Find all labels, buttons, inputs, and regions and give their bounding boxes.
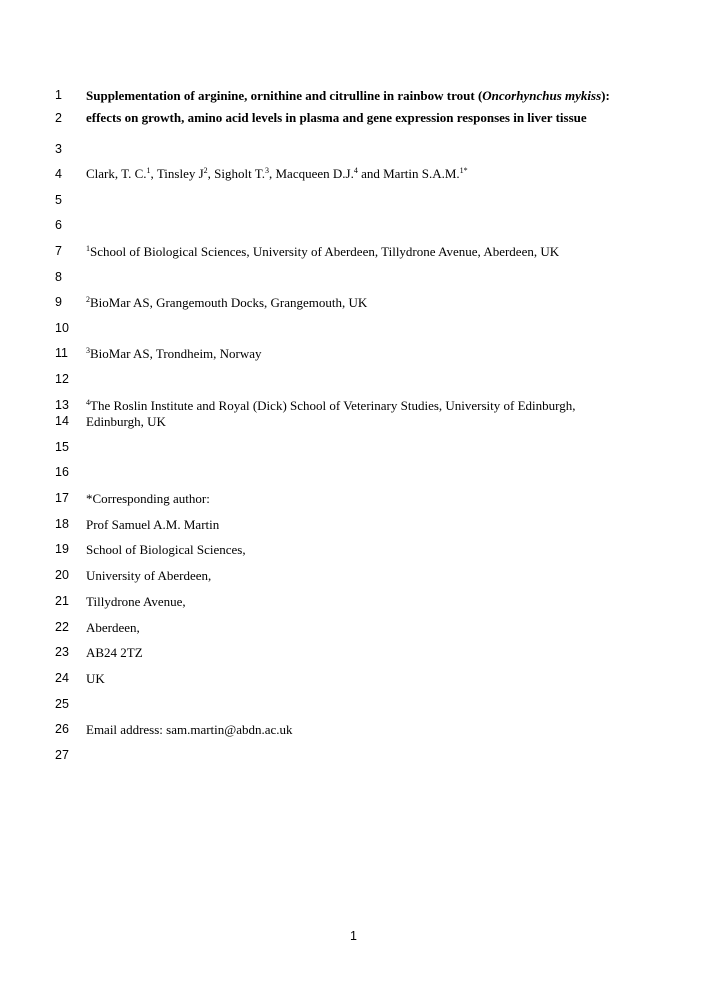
address-line: University of Aberdeen, <box>86 568 212 583</box>
line-number: 12 <box>55 372 69 386</box>
line-number: 5 <box>55 193 62 207</box>
line-number: 13 <box>55 398 69 412</box>
address-line: UK <box>86 671 105 686</box>
line-number: 24 <box>55 671 69 685</box>
author-name: Sigholt T. <box>214 166 265 181</box>
line-number: 14 <box>55 414 69 428</box>
address-line: Aberdeen, <box>86 620 140 635</box>
line-number: 8 <box>55 270 62 284</box>
line-number: 9 <box>55 295 62 309</box>
corresponding-author-heading: *Corresponding author: <box>86 491 210 506</box>
affiliation-continued: Edinburgh, UK <box>86 414 166 429</box>
address-line: AB24 2TZ <box>86 645 143 660</box>
line-number: 19 <box>55 542 69 556</box>
author-name: Tinsley J <box>156 166 204 181</box>
species-name: Oncorhynchus mykiss <box>482 88 602 103</box>
line-number: 25 <box>55 697 69 711</box>
address-line: Prof Samuel A.M. Martin <box>86 517 220 532</box>
line-number: 2 <box>55 111 62 125</box>
paper-title-line-1 <box>86 89 610 102</box>
author-affiliation-mark: 1* <box>459 166 468 175</box>
author-separator: , <box>268 166 276 181</box>
author-name: Clark, T. C. <box>86 166 147 181</box>
line-number: 7 <box>55 244 62 258</box>
affiliation-text: The Roslin Institute and Royal (Dick) School of Veterinary Studies, University of Edinburgh, <box>90 398 576 413</box>
author-name: Macqueen D.J. <box>275 166 354 181</box>
affiliation <box>86 347 262 360</box>
title-suffix: ): <box>601 88 610 103</box>
author-affiliation-mark: 4 <box>353 166 358 175</box>
line-number: 21 <box>55 594 69 608</box>
affiliation <box>86 399 576 412</box>
affiliation <box>86 245 559 258</box>
line-number: 1 <box>55 88 62 102</box>
line-number: 4 <box>55 167 62 181</box>
line-number: 23 <box>55 645 69 659</box>
author-affiliation-mark: 3 <box>264 166 269 175</box>
email-address: Email address: sam.martin@abdn.ac.uk <box>86 722 293 737</box>
affiliation-mark: 4 <box>86 398 90 407</box>
line-number: 22 <box>55 620 69 634</box>
author-list <box>86 167 468 180</box>
line-number: 11 <box>55 346 68 360</box>
line-number: 3 <box>55 142 62 156</box>
line-number: 16 <box>55 465 69 479</box>
page-number: 1 <box>350 929 357 943</box>
affiliation-mark: 3 <box>86 346 90 355</box>
line-number: 18 <box>55 517 69 531</box>
author-affiliation-mark: 2 <box>203 166 208 175</box>
author-name: Martin S.A.M. <box>383 166 460 181</box>
affiliation <box>86 296 367 309</box>
line-number: 20 <box>55 568 69 582</box>
author-separator: , <box>207 166 215 181</box>
line-number: 10 <box>55 321 69 335</box>
line-number: 17 <box>55 491 69 505</box>
line-number: 6 <box>55 218 62 232</box>
affiliation-text: BioMar AS, Grangemouth Docks, Grangemouth, UK <box>90 295 368 310</box>
affiliation-mark: 2 <box>86 295 90 304</box>
line-number: 26 <box>55 722 69 736</box>
affiliation-text: BioMar AS, Trondheim, Norway <box>90 346 262 361</box>
author-separator: , <box>150 166 157 181</box>
affiliation-mark: 1 <box>86 244 90 253</box>
title-prefix: Supplementation of arginine, ornithine and citrulline in rainbow trout ( <box>86 88 483 103</box>
paper-title-line-2: effects on growth, amino acid levels in plasma and gene expression responses in liver tissue <box>86 110 587 125</box>
line-number: 15 <box>55 440 69 454</box>
author-separator: and <box>357 166 384 181</box>
author-affiliation-mark: 1 <box>146 166 151 175</box>
affiliation-text: School of Biological Sciences, University of Aberdeen, Tillydrone Avenue, Aberdeen, UK <box>90 244 560 259</box>
line-number: 27 <box>55 748 69 762</box>
address-line: School of Biological Sciences, <box>86 542 246 557</box>
address-line: Tillydrone Avenue, <box>86 594 186 609</box>
